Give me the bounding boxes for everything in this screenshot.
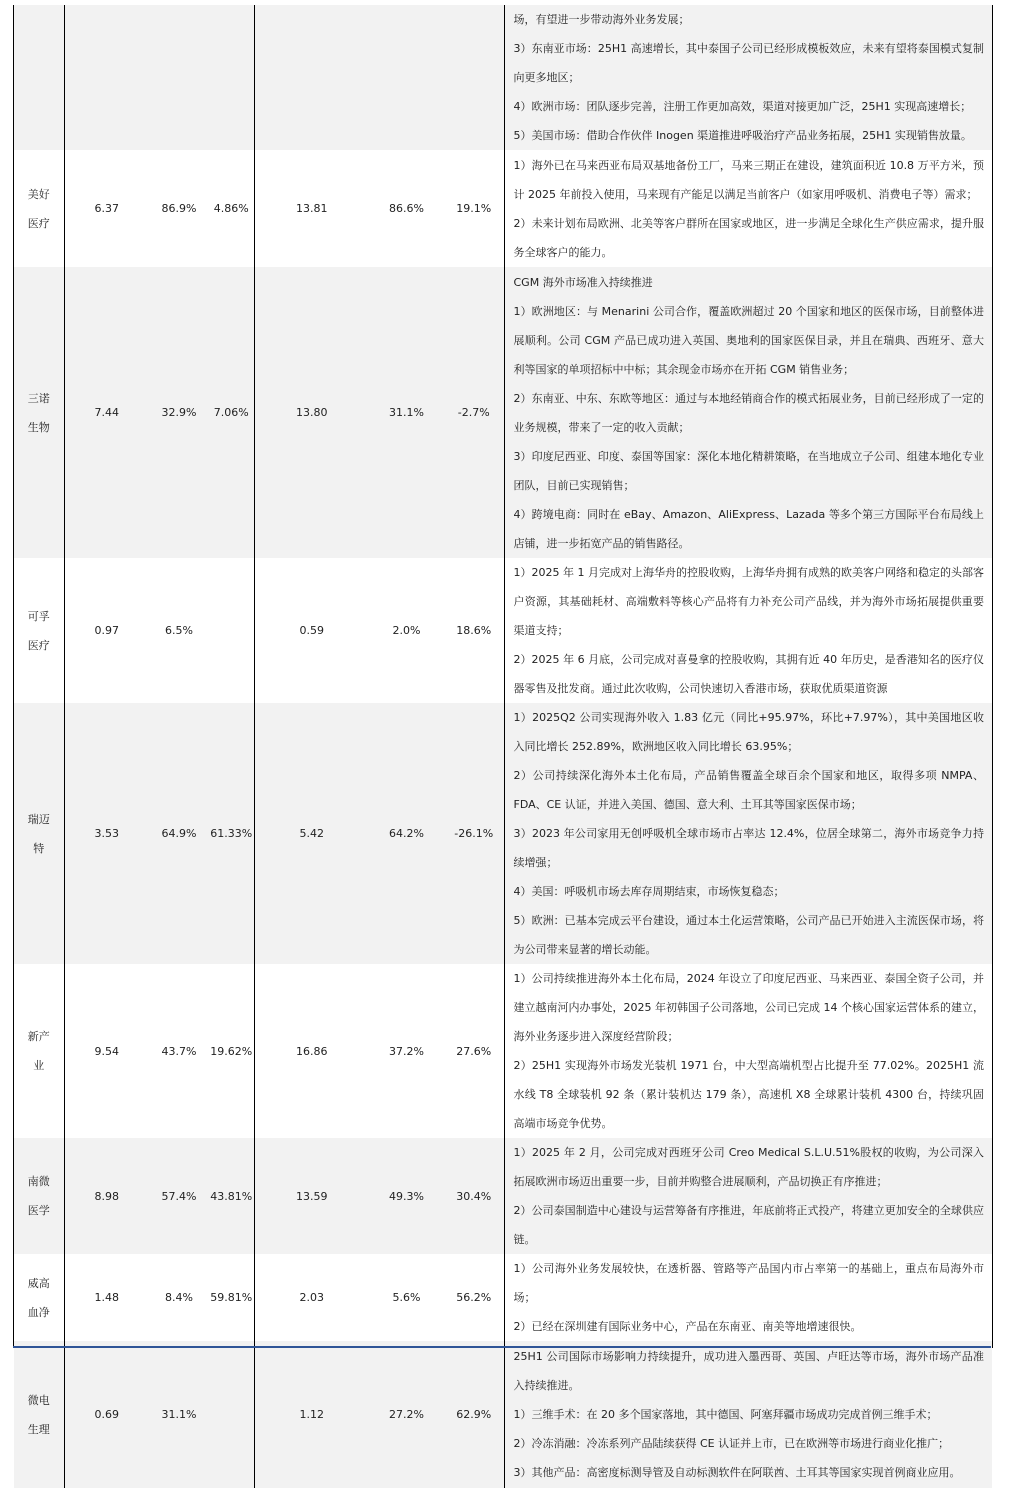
- description-line: 2）2025 年 6 月底，公司完成对喜曼拿的控股收购，其拥有近 40 年历史，是香港知名的医疗仪器零售及批发商。通过此次收购，公司快速切入香港市场，获取优质渠道资源: [513, 653, 984, 695]
- value-cell-3: [209, 1341, 254, 1488]
- value-cell-5: 5.6%: [369, 1254, 444, 1341]
- description-line: 5）欧洲：已基本完成云平台建设，通过本土化运营策略，公司产品已开始进入主流医保市场，将为公司带来显著的增长动能。: [513, 914, 984, 956]
- description-line: 3）其他产品：高密度标测导管及自动标测软件在阿联酋、土耳其等国家实现首例商业应用。: [513, 1466, 961, 1479]
- value-cell-3: 7.06%: [209, 267, 254, 558]
- value-cell-4: 0.59: [254, 558, 369, 703]
- value-cell-3: 43.81%: [209, 1138, 254, 1254]
- value-cell-3: [209, 558, 254, 703]
- value-cell-3: [209, 5, 254, 150]
- value-cell-5: 86.6%: [369, 150, 444, 267]
- description-line: 2）冷冻消融：冷冻系列产品陆续获得 CE 认证并上市，已在欧洲等市场进行商业化推广；: [513, 1437, 950, 1450]
- description-line: 1）海外已在马来西亚布局双基地备份工厂，马来三期正在建设，建筑面积近 10.8 万平方米，预计 2025 年前投入使用，马来现有产能足以满足当前客户（如家用呼吸机、消费电子等）需求；: [513, 158, 984, 201]
- table-row: [14, 5, 992, 150]
- value-cell-2: 43.7%: [149, 964, 209, 1138]
- value-cell-1: 0.69: [64, 1341, 149, 1488]
- value-cell-6: 19.1%: [444, 150, 504, 267]
- value-cell-1: [64, 5, 149, 150]
- value-cell-2: 31.1%: [149, 1341, 209, 1488]
- description-line: 2）已经在深圳建有国际业务中心，产品在东南亚、南美等地增速很快。: [513, 1320, 862, 1333]
- table-row: [14, 1254, 992, 1341]
- value-cell-2: 6.5%: [149, 558, 209, 703]
- value-cell-6: 18.6%: [444, 558, 504, 703]
- company-cell: 新产业: [14, 964, 64, 1138]
- value-cell-6: 27.6%: [444, 964, 504, 1138]
- company-cell: 瑞迈特: [14, 703, 64, 964]
- value-cell-3: 19.62%: [209, 964, 254, 1138]
- value-cell-5: 49.3%: [369, 1138, 444, 1254]
- company-cell: 美好医疗: [14, 150, 64, 267]
- description-line: 场，有望进一步带动海外业务发展；: [513, 13, 690, 26]
- company-cell: 微电生理: [14, 1341, 64, 1488]
- table-bottom-rule: [13, 1346, 991, 1348]
- description-line: 1）公司持续推进海外本土化布局，2024 年设立了印度尼西亚、马来西亚、泰国全资子公司，并建立越南河内办事处，2025 年初韩国子公司落地，公司已完成 14 个核心国家运营体系的建立，海外业务逐步进入深度经营阶段；: [513, 972, 984, 1043]
- value-cell-1: 1.48: [64, 1254, 149, 1341]
- value-cell-3: 4.86%: [209, 150, 254, 267]
- description-line: 25H1 公司国际市场影响力持续提升，成功进入墨西哥、英国、卢旺达等市场，海外市场产品准入持续推进。: [513, 1350, 984, 1392]
- description-cell: [504, 703, 992, 964]
- description-line: 2）公司泰国制造中心建设与运营筹备有序推进，年底前将正式投产，将建立更加安全的全球供应链。: [513, 1204, 984, 1246]
- value-cell-4: 5.42: [254, 703, 369, 964]
- description-line: 3）2023 年公司家用无创呼吸机全球市场市占率达 12.4%，位居全球第二，海外市场竞争力持续增强；: [513, 827, 984, 869]
- table-row: [14, 558, 992, 703]
- company-cell: 威高血净: [14, 1254, 64, 1341]
- value-cell-4: 13.81: [254, 150, 369, 267]
- description-cell: [504, 1138, 992, 1254]
- table-row: [14, 150, 992, 267]
- value-cell-6: 62.9%: [444, 1341, 504, 1488]
- description-cell: [504, 558, 992, 703]
- value-cell-4: 16.86: [254, 964, 369, 1138]
- value-cell-1: 8.98: [64, 1138, 149, 1254]
- description-line: 3）东南亚市场：25H1 高速增长，其中泰国子公司已经形成模板效应，未来有望将泰国模式复制向更多地区；: [513, 42, 984, 84]
- description-cell: [504, 1254, 992, 1341]
- table-row: [14, 1138, 992, 1254]
- value-cell-2: 32.9%: [149, 267, 209, 558]
- value-cell-2: 86.9%: [149, 150, 209, 267]
- value-cell-5: 27.2%: [369, 1341, 444, 1488]
- company-cell: [14, 5, 64, 150]
- description-line: 3）印度尼西亚、印度、泰国等国家：深化本地化精耕策略，在当地成立子公司、组建本地化专业团队，目前已实现销售；: [513, 449, 984, 492]
- overseas-business-table: [14, 5, 992, 1488]
- description-line: 2）25H1 实现海外市场发光装机 1971 台，中大型高端机型占比提升至 77.02%。2025H1 流水线 T8 全球装机 92 条（累计装机达 179 条），高速机 X8 全球累计装机 4300 台，持续巩固高端市场竞争优势。: [513, 1059, 984, 1130]
- value-cell-2: [149, 5, 209, 150]
- table-row: [14, 703, 992, 964]
- value-cell-2: 8.4%: [149, 1254, 209, 1341]
- value-cell-2: 64.9%: [149, 703, 209, 964]
- table-row: [14, 267, 992, 558]
- value-cell-5: 2.0%: [369, 558, 444, 703]
- description-line: 4）欧洲市场：团队逐步完善，注册工作更加高效，渠道对接更加广泛，25H1 实现高速增长；: [513, 100, 972, 113]
- description-line: 1）公司海外业务发展较快，在透析器、管路等产品国内市占率第一的基础上，重点布局海外市场；: [513, 1262, 984, 1304]
- description-line: 5）美国市场：借助合作伙伴 Inogen 渠道推进呼吸治疗产品业务拓展，25H1 实现销售放量。: [513, 129, 972, 142]
- description-cell: [504, 267, 992, 558]
- table-row: [14, 1341, 992, 1488]
- description-cell: [504, 1341, 992, 1488]
- value-cell-1: 0.97: [64, 558, 149, 703]
- value-cell-5: 64.2%: [369, 703, 444, 964]
- description-cell: [504, 150, 992, 267]
- value-cell-5: 31.1%: [369, 267, 444, 558]
- company-cell: 可孚医疗: [14, 558, 64, 703]
- company-cell: 三诺生物: [14, 267, 64, 558]
- overseas-business-table-frame: [13, 5, 993, 1479]
- value-cell-1: 9.54: [64, 964, 149, 1138]
- description-line: 1）欧洲地区：与 Menarini 公司合作，覆盖欧洲超过 20 个国家和地区的医保市场，目前整体进展顺利。公司 CGM 产品已成功进入英国、奥地利的国家医保目录，并且在瑞典、西班牙、意大利等国家的单项招标中中标；其余现金市场亦在开拓 CGM 销售业务；: [513, 304, 984, 376]
- value-cell-6: -26.1%: [444, 703, 504, 964]
- value-cell-6: [444, 5, 504, 150]
- value-cell-6: 30.4%: [444, 1138, 504, 1254]
- table-row: [14, 964, 992, 1138]
- value-cell-5: 37.2%: [369, 964, 444, 1138]
- value-cell-3: 59.81%: [209, 1254, 254, 1341]
- value-cell-4: 13.80: [254, 267, 369, 558]
- value-cell-6: 56.2%: [444, 1254, 504, 1341]
- description-line: 1）2025 年 1 月完成对上海华舟的控股收购，上海华舟拥有成熟的欧美客户网络和稳定的头部客户资源，其基础耗材、高端敷料等核心产品将有力补充公司产品线，并为海外市场拓展提供重要渠道支持；: [513, 566, 984, 637]
- value-cell-4: 13.59: [254, 1138, 369, 1254]
- value-cell-4: 1.12: [254, 1341, 369, 1488]
- description-line: 1）三维手术：在 20 多个国家落地，其中德国、阿塞拜疆市场成功完成首例三维手术；: [513, 1408, 938, 1421]
- value-cell-4: 2.03: [254, 1254, 369, 1341]
- description-line: CGM 海外市场准入持续推进: [513, 275, 653, 289]
- value-cell-1: 7.44: [64, 267, 149, 558]
- description-line: 2）未来计划布局欧洲、北美等客户群所在国家或地区，进一步满足全球化生产供应需求，提升服务全球客户的能力。: [513, 216, 984, 259]
- description-line: 4）美国：呼吸机市场去库存周期结束，市场恢复稳态；: [513, 885, 785, 898]
- description-cell: [504, 964, 992, 1138]
- value-cell-1: 3.53: [64, 703, 149, 964]
- description-line: 1）2025 年 2 月，公司完成对西班牙公司 Creo Medical S.L.U.51%股权的收购，为公司深入拓展欧洲市场迈出重要一步，目前并购整合进展顺利，产品切换正有序推进；: [513, 1146, 984, 1188]
- company-cell: 南微医学: [14, 1138, 64, 1254]
- value-cell-4: [254, 5, 369, 150]
- description-line: 1）2025Q2 公司实现海外收入 1.83 亿元（同比+95.97%，环比+7.97%），其中美国地区收入同比增长 252.89%，欧洲地区收入同比增长 63.95%；: [513, 711, 984, 753]
- value-cell-6: -2.7%: [444, 267, 504, 558]
- description-cell: [504, 5, 992, 150]
- value-cell-5: [369, 5, 444, 150]
- description-line: 2）公司持续深化海外本土化布局，产品销售覆盖全球百余个国家和地区，取得多项 NMPA、FDA、CE 认证，并进入美国、德国、意大利、土耳其等国家医保市场；: [513, 769, 984, 811]
- description-line: 2）东南亚、中东、东欧等地区：通过与本地经销商合作的模式拓展业务，目前已经形成了一定的业务规模，带来了一定的收入贡献；: [513, 391, 984, 434]
- value-cell-1: 6.37: [64, 150, 149, 267]
- value-cell-3: 61.33%: [209, 703, 254, 964]
- description-line: 4）跨境电商：同时在 eBay、Amazon、AliExpress、Lazada 等多个第三方国际平台布局线上店铺，进一步拓宽产品的销售路径。: [513, 507, 984, 550]
- value-cell-2: 57.4%: [149, 1138, 209, 1254]
